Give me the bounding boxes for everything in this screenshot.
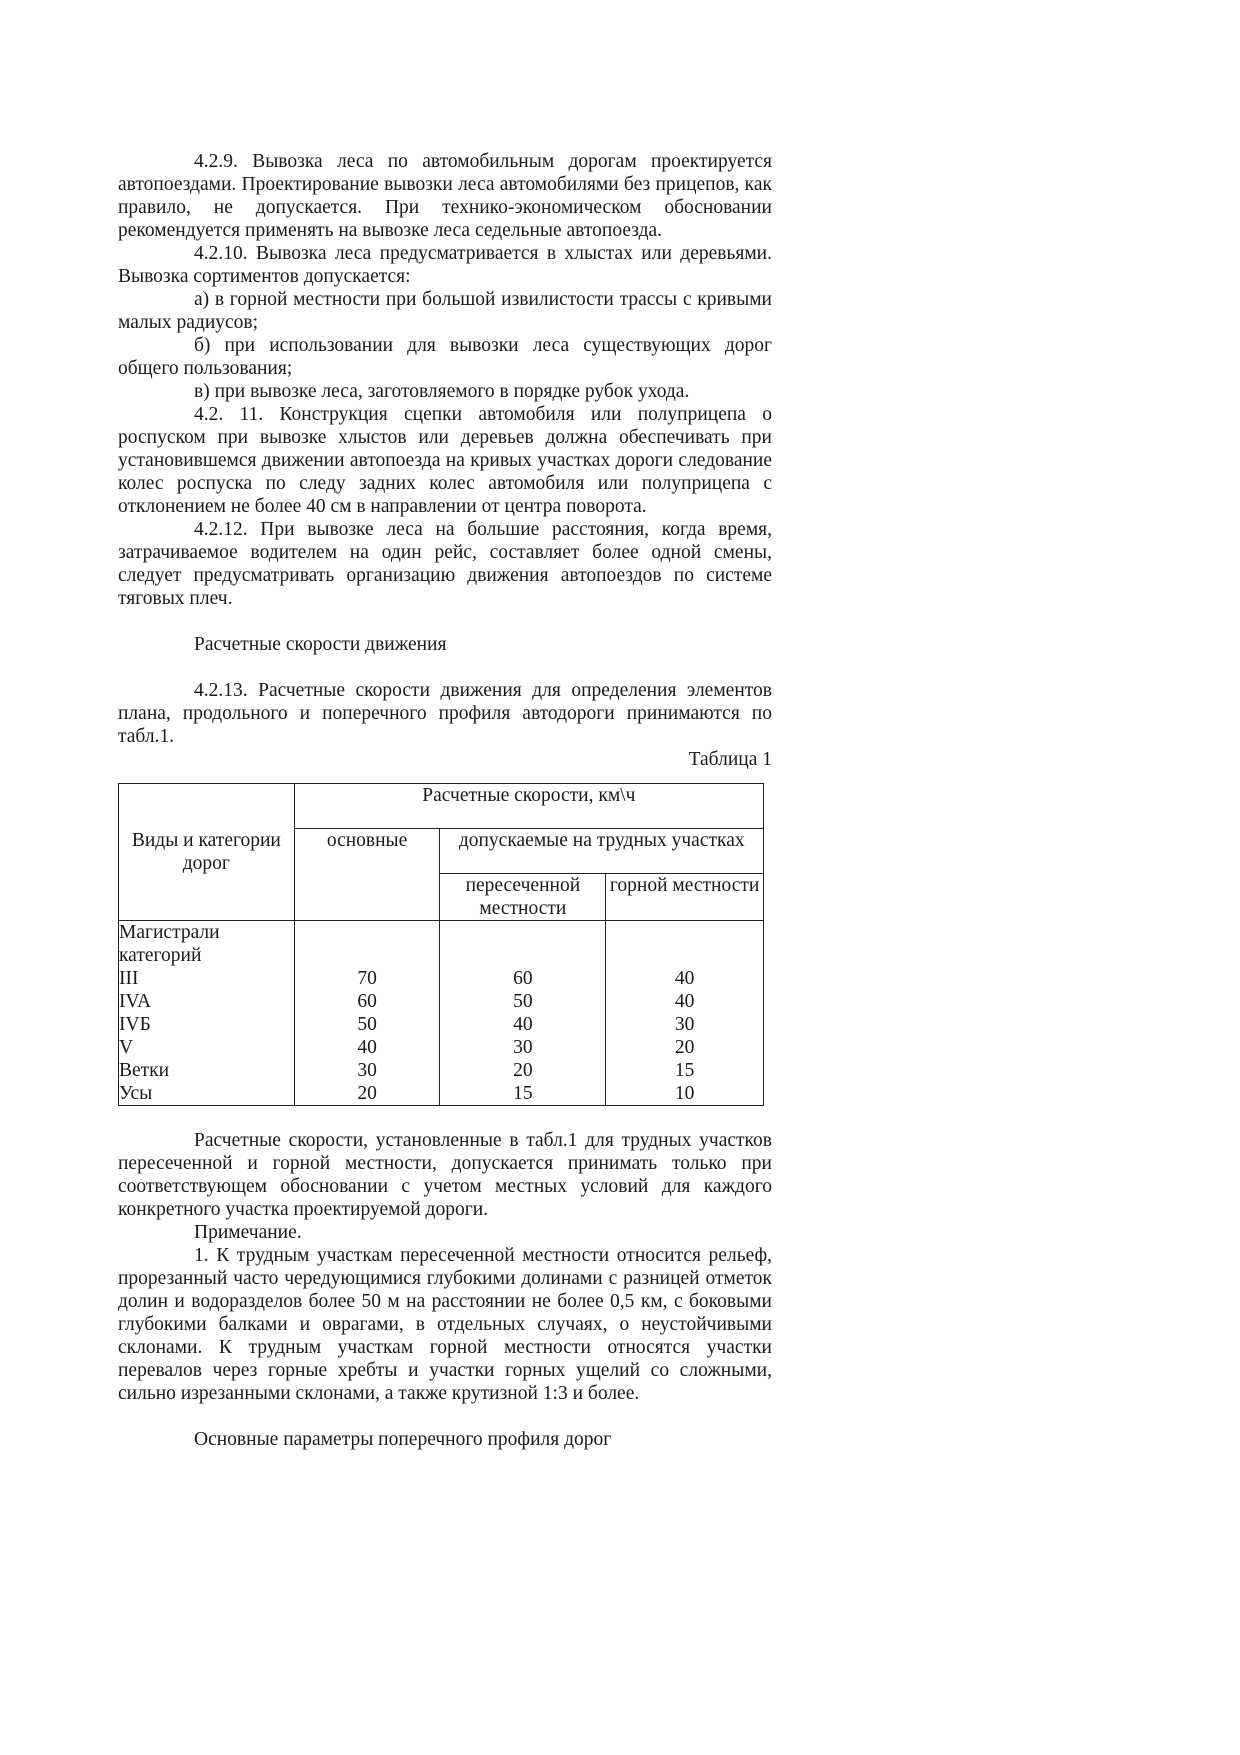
table-row: Усы 20 15 10 [119,1082,764,1106]
note-1: 1. К трудным участкам пересеченной местности относится рельеф, прорезанный часто чередующимися глубокими долинами с разницей отметок долин и водоразделов более 50 м на расстоянии не более 0,5 км, с боковыми глубокими балками и оврагами, в отдельных случаях, о неустойчивыми склонами. К трудным участкам горной местности относятся участки перевалов через горные хребты и участки горных ущелий со сложными, сильно изрезанными склонами, а также крутизной 1:3 и более. [118,1245,772,1404]
table-row: Ветки 30 20 15 [119,1059,764,1082]
list-item-v: в) при вывозке леса, заготовляемого в порядке рубок ухода. [194,381,690,402]
group-label [119,921,295,968]
header-road-type: Виды и категории дорог [119,784,295,921]
table-row: IVA 60 50 40 [119,990,764,1013]
list-item-a: а) в горной местности при большой извилистости трассы с кривыми малых радиусов; [118,289,772,333]
header-mountain-terrain: горной местности [606,874,764,921]
paragraph-after-table: Расчетные скорости, установленные в табл.1 для трудных участков пересеченной и горной местности, допускается принимать только при соответствующем обосновании с учетом местных условий для каждого конкретного участка проектируемой дороги. [118,1130,772,1220]
section-heading-cross-profile: Основные параметры поперечного профиля дорог [194,1429,612,1450]
paragraph-4-2-10: 4.2.10. Вывозка леса предусматривается в хлыстах или деревьями. Вывозка сортиментов допускается: [118,243,772,287]
speeds-table [118,783,764,1106]
table-caption: Таблица 1 [688,749,772,770]
header-difficult: допускаемые на трудных участках [440,829,764,874]
document-page [118,150,772,1451]
paragraph-4-2-11: 4.2. 11. Конструкция сцепки автомобиля или полуприцепа о роспуском при вывозке хлыстов или деревьев должна обеспечивать при установившемся движении автопоезда на кривых участках дороги следование колес роспуска по следу задних колес автомобиля или полуприцепа с отклонением не более 40 см в направлении от центра поворота. [118,404,772,517]
header-main: основные [294,829,440,921]
group-label-line2: категорий [119,945,202,966]
list-item-b: б) при использовании для вывозки леса существующих дорог общего пользования; [118,335,772,379]
paragraph-4-2-13: 4.2.13. Расчетные скорости движения для определения элементов плана, продольного и поперечного профиля автодороги принимаются по табл.1. [118,680,772,747]
note-label: Примечание. [194,1222,302,1243]
section-heading-speeds: Расчетные скорости движения [194,634,447,655]
table-row: III 70 60 40 [119,967,764,990]
paragraph-4-2-9: 4.2.9. Вывозка леса по автомобильным дорогам проектируется автопоездами. Проектирование вывозки леса автомобилями без прицепов, как правило, не допускается. При технико-экономическом обосновании рекомендуется применять на вывозке леса седельные автопоезда. [118,151,772,241]
paragraph-4-2-12: 4.2.12. При вывозке леса на большие расстояния, когда время, затрачиваемое водителем на один рейс, составляет более одной смены, следует предусматривать организацию движения автопоездов по системе тяговых плеч. [118,519,772,609]
table-row: V 40 30 20 [119,1036,764,1059]
table-row: IVБ 50 40 30 [119,1013,764,1036]
header-rough-terrain: пересеченной местности [440,874,606,921]
group-label-line1: Магистрали [119,922,220,943]
header-design-speeds: Расчетные скорости, км\ч [294,784,763,829]
